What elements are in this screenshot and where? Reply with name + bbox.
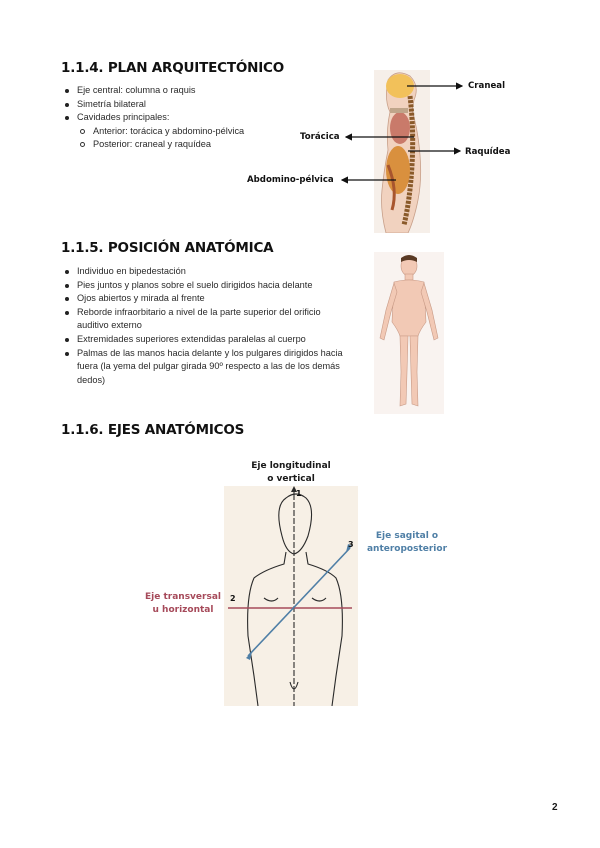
section-title-plan: 1.1.4. PLAN ARQUITECTÓNICO <box>61 60 285 76</box>
axis-sagital-line1: Eje sagital o <box>375 531 439 541</box>
label-raquidea: Raquídea <box>465 147 511 157</box>
list-item: Individuo en bipedestación <box>63 265 353 279</box>
list-item: Pies juntos y planos sobre el suelo dirigidos hacia delante <box>63 279 353 293</box>
axis-transversal-line1: Eje transversal <box>145 592 221 602</box>
label-abdomino-pelvica: Abdomino-pélvica <box>247 175 334 185</box>
list-item: Ojos abiertos y mirada al frente <box>63 292 353 306</box>
axis-longitudinal-number: 1 <box>296 489 302 498</box>
anatomical-axes-diagram <box>224 486 358 706</box>
sub-list-item: Posterior: craneal y raquídea <box>77 138 353 152</box>
list-item: Reborde infraorbitario a nivel de la parte superior del orificio auditivo externo <box>63 306 353 333</box>
posicion-list <box>63 265 353 387</box>
list-item: Extremidades superiores extendidas paralelas al cuerpo <box>63 333 353 347</box>
axis-sagital-label <box>366 530 448 556</box>
sub-list-item: Anterior: torácica y abdomino-pélvica <box>77 125 353 139</box>
anatomical-position-illustration <box>374 252 444 414</box>
axis-longitudinal-line2: o vertical <box>267 474 315 484</box>
axis-longitudinal-line1: Eje longitudinal <box>251 461 331 471</box>
axis-sagital-number: 3 <box>348 540 354 549</box>
section-title-posicion: 1.1.5. POSICIÓN ANATÓMICA <box>61 240 274 256</box>
axis-transversal-line2: u horizontal <box>152 605 214 615</box>
page-number: 2 <box>552 802 558 813</box>
axis-transversal-number: 2 <box>230 594 236 603</box>
label-craneal: Craneal <box>468 81 506 91</box>
label-toracica: Torácica <box>300 132 340 142</box>
section-title-ejes: 1.1.6. EJES ANATÓMICOS <box>61 422 245 438</box>
list-item: Eje central: columna o raquis <box>63 84 353 98</box>
list-item: Palmas de las manos hacia delante y los pulgares dirigidos hacia fuera (la yema del pulgar girada 90º respecto a las de los demás dedos) <box>63 347 353 388</box>
axis-transversal-label <box>142 591 224 617</box>
axis-longitudinal-label <box>248 460 334 486</box>
list-item: Simetría bilateral <box>63 98 353 112</box>
axis-sagital-line2: anteroposterior <box>366 544 448 554</box>
list-item-text: Cavidades principales: <box>77 112 170 123</box>
